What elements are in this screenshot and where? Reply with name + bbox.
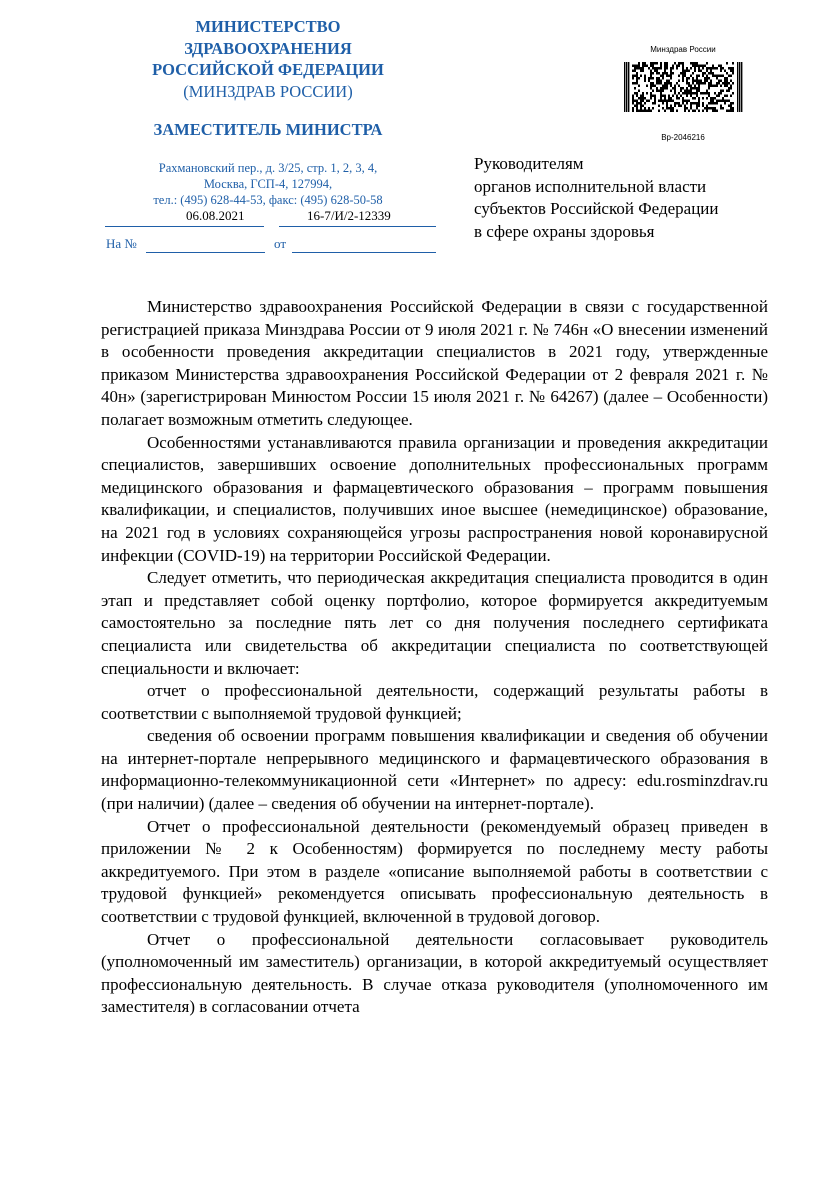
outgoing-number: 16-7/И/2-12339: [307, 208, 391, 223]
department-title: ЗАМЕСТИТЕЛЬ МИНИСТРА: [153, 120, 383, 139]
addressee-line: в сфере охраны здоровья: [474, 221, 655, 241]
reference-label: На №: [106, 236, 137, 251]
body-paragraph: сведения об освоении программ повышения квалификации и сведения об обучении на интернет-портале непрерывного медицинского и фармацевтического образования в информационно-телекоммуникационной сети «Интернет» по адресу: edu.rosminzdrav.ru (при наличии) (далее – сведения об обучении на интернет-портале).: [101, 726, 768, 814]
outgoing-date: 06.08.2021: [186, 208, 245, 223]
reference-underline: [146, 252, 265, 253]
address-line-1: Рахмановский пер., д. 3/25, стр. 1, 2, 3, 4,: [158, 161, 378, 175]
barcode-header: Минздрав России: [650, 45, 716, 54]
body-paragraph: отчет о профессиональной деятельности, содержащий результаты работы в соответствии с выполняемой трудовой функцией;: [101, 681, 768, 723]
body-paragraph: Отчет о профессиональной деятельности согласовывает руководитель (уполномоченный им заместитель) организации, в которой аккредитуемый осуществляет профессиональную деятельность. В случае отказа руководителя (уполномоченного им заместителя) в согласовании отчета: [101, 929, 768, 1017]
barcode-number: Вр-2046216: [661, 133, 705, 142]
from-underline: [292, 252, 436, 253]
body-paragraph: Отчет о профессиональной деятельности (рекомендуемый образец приведен в приложении № 2 к Особенностям) формируется по последнему месту работы аккредитуемого. При этом в разделе «описание выполняемой работы в соответствии с трудовой функцией» рекомендуется описывать профессиональную деятельность в соответствии с трудовой функцией, включенной в трудовой договор.: [101, 816, 768, 927]
addressee-block: [474, 153, 719, 243]
barcode-icon: [624, 62, 744, 112]
addressee-line: органов исполнительной власти: [474, 176, 707, 196]
ministry-address: [100, 160, 436, 208]
body-paragraph: Особенностями устанавливаются правила организации и проведения аккредитации специалистов, завершивших освоение дополнительных профессиональных программ медицинского образования и фармацевтического образования – программ повышения квалификации, и специалистов, получивших иное высшее (немедицинское) образование, на 2021 год в условиях сохраняющейся угрозы распространения новой коронавирусной инфекции (COVID-19) на территории Российской Федерации.: [101, 432, 768, 565]
body-paragraph: Министерство здравоохранения Российской Федерации в связи с государственной регистрацией приказа Минздрава России от 9 июля 2021 г. № 746н «О внесении изменений в особенности проведения аккредитации специалистов в 2021 году, утвержденные приказом Министерства здравоохранения Российской Федерации от 2 февраля 2021 г. № 40н» (зарегистрирован Минюстом России 15 июля 2021 г. № 64267) (далее – Особенности) полагает возможным отметить следующее.: [101, 297, 768, 429]
address-line-2: Москва, ГСП-4, 127994,: [203, 177, 333, 191]
body-paragraph: Следует отметить, что периодическая аккредитация специалиста проводится в один этап и представляет собой оценку портфолио, которое формируется аккредитуемым самостоятельно за последние пять лет со дня получения последнего сертификата специалиста или свидетельства об аккредитации специалиста по соответствующей специальности и включает:: [101, 568, 768, 678]
ministry-name: [100, 16, 436, 102]
date-underline: [105, 226, 264, 227]
addressee-line: Руководителям: [474, 154, 584, 173]
number-underline: [279, 226, 436, 227]
org-line-3: РОССИЙСКОЙ ФЕДЕРАЦИИ: [152, 60, 384, 79]
org-line-1: МИНИСТЕРСТВО: [195, 17, 341, 36]
letter-body: [101, 296, 768, 1019]
org-abbreviation: (МИНЗДРАВ РОССИИ): [183, 81, 353, 101]
address-line-3: тел.: (495) 628-44-53, факс: (495) 628-50-58: [153, 193, 383, 207]
org-line-2: ЗДРАВООХРАНЕНИЯ: [184, 38, 352, 58]
from-label: от: [274, 236, 287, 251]
addressee-line: субъектов Российской Федерации: [474, 199, 719, 218]
